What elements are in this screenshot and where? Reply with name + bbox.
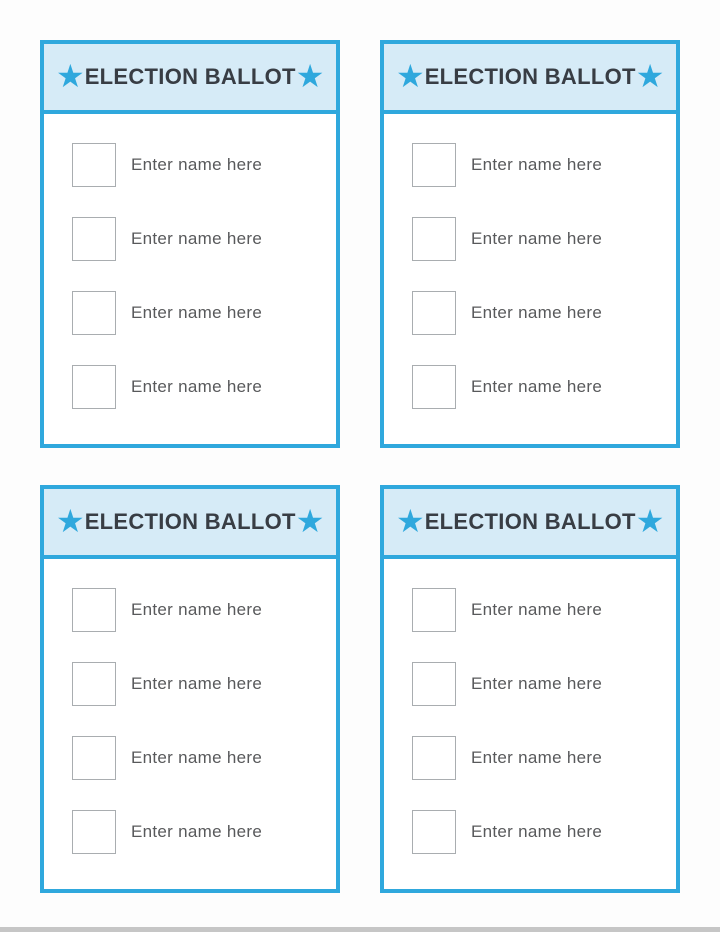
star-icon: ★: [295, 58, 325, 94]
star-icon: ★: [396, 503, 425, 539]
ballot-body: [44, 114, 336, 409]
ballot-title: ELECTION BALLOT: [424, 64, 636, 89]
vote-checkbox[interactable]: [72, 588, 116, 632]
candidate-row: [72, 662, 336, 706]
vote-checkbox[interactable]: [72, 217, 116, 261]
vote-checkbox[interactable]: [72, 810, 116, 854]
ballot-body: [384, 114, 676, 409]
candidate-row: [72, 588, 336, 632]
star-icon: ★: [295, 503, 325, 539]
candidate-name-field[interactable]: Enter name here: [471, 155, 603, 174]
star-icon: ★: [396, 58, 425, 94]
candidate-row: [412, 588, 676, 632]
star-icon: ★: [56, 503, 85, 539]
ballot-body: [44, 559, 336, 854]
candidate-name-field[interactable]: Enter name here: [131, 377, 263, 396]
ballot-title: ELECTION BALLOT: [424, 509, 636, 534]
vote-checkbox[interactable]: [412, 217, 456, 261]
candidate-name-field[interactable]: Enter name here: [471, 377, 603, 396]
ballot-body: [384, 559, 676, 854]
candidate-name-field[interactable]: Enter name here: [471, 600, 603, 619]
vote-checkbox[interactable]: [72, 365, 116, 409]
star-icon: ★: [635, 58, 665, 94]
candidate-row: [72, 217, 336, 261]
candidate-row: [72, 736, 336, 780]
star-icon: ★: [635, 503, 665, 539]
vote-checkbox[interactable]: [72, 662, 116, 706]
candidate-name-field[interactable]: Enter name here: [131, 822, 263, 841]
candidate-name-field[interactable]: Enter name here: [131, 674, 263, 693]
ballot-header: [384, 44, 676, 114]
candidate-name-field[interactable]: Enter name here: [131, 229, 263, 248]
candidate-name-field[interactable]: Enter name here: [131, 600, 263, 619]
ballot-card: [380, 485, 680, 893]
vote-checkbox[interactable]: [72, 143, 116, 187]
candidate-name-field[interactable]: Enter name here: [471, 748, 603, 767]
candidate-row: [72, 810, 336, 854]
candidate-row: [412, 662, 676, 706]
ballot-header: [384, 489, 676, 559]
candidate-name-field[interactable]: Enter name here: [471, 822, 603, 841]
ballot-sheet-grid: [40, 40, 680, 893]
vote-checkbox[interactable]: [72, 291, 116, 335]
vote-checkbox[interactable]: [412, 662, 456, 706]
candidate-row: [72, 143, 336, 187]
candidate-name-field[interactable]: Enter name here: [131, 748, 263, 767]
vote-checkbox[interactable]: [412, 365, 456, 409]
ballot-card: [380, 40, 680, 448]
vote-checkbox[interactable]: [412, 588, 456, 632]
candidate-row: [412, 736, 676, 780]
candidate-name-field[interactable]: Enter name here: [471, 674, 603, 693]
candidate-row: [412, 143, 676, 187]
ballot-card: [40, 40, 340, 448]
candidate-row: [412, 217, 676, 261]
ballot-card: [40, 485, 340, 893]
ballot-header: [44, 44, 336, 114]
ballot-title: ELECTION BALLOT: [84, 509, 296, 534]
candidate-name-field[interactable]: Enter name here: [471, 303, 603, 322]
page-bottom-edge: [0, 927, 720, 932]
star-icon: ★: [56, 58, 85, 94]
candidate-row: [412, 810, 676, 854]
candidate-name-field[interactable]: Enter name here: [471, 229, 603, 248]
candidate-row: [72, 365, 336, 409]
vote-checkbox[interactable]: [72, 736, 116, 780]
ballot-header: [44, 489, 336, 559]
candidate-row: [412, 291, 676, 335]
candidate-row: [72, 291, 336, 335]
candidate-name-field[interactable]: Enter name here: [131, 155, 263, 174]
ballot-title: ELECTION BALLOT: [84, 64, 296, 89]
candidate-row: [412, 365, 676, 409]
vote-checkbox[interactable]: [412, 810, 456, 854]
vote-checkbox[interactable]: [412, 736, 456, 780]
candidate-name-field[interactable]: Enter name here: [131, 303, 263, 322]
vote-checkbox[interactable]: [412, 143, 456, 187]
vote-checkbox[interactable]: [412, 291, 456, 335]
